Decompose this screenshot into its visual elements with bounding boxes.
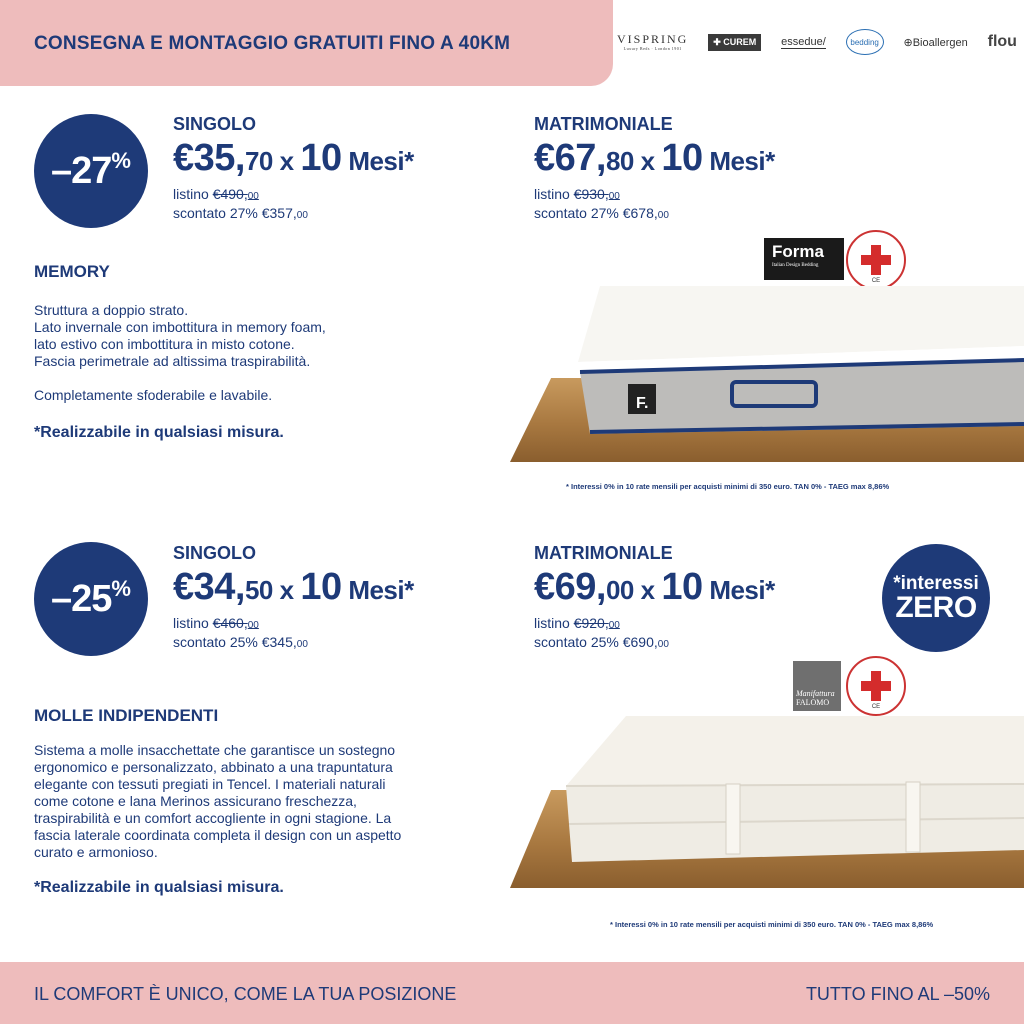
falomo-logo: Manifattura FALOMO bbox=[793, 661, 841, 711]
offer1-singolo-price bbox=[173, 114, 414, 224]
medical-device-seal-icon: CE bbox=[846, 230, 906, 290]
offer2-singolo-price bbox=[173, 543, 414, 653]
size-label: MATRIMONIALE bbox=[534, 114, 673, 134]
headline: CONSEGNA E MONTAGGIO GRATUITI FINO A 40KM bbox=[34, 33, 511, 54]
brand-bedding-logo: bedding bbox=[846, 29, 884, 55]
brand-flou-logo: flou bbox=[987, 33, 1017, 50]
installment-price: €69,00 x 10 Mesi* bbox=[534, 566, 775, 608]
product-description-memory: Struttura a doppio strato. Lato invernale con imbottitura in memory foam, lato estivo con imbottitura in misto cotone. Fascia perimetrale ad altissima traspirabilità. Completamente sfoderabile e lavabile. bbox=[34, 302, 326, 403]
spring-mattress-image bbox=[566, 716, 1024, 862]
brand-bioallergen-logo: ⊕Bioallergen bbox=[903, 36, 968, 49]
size-label: SINGOLO bbox=[173, 543, 257, 563]
size-label: MATRIMONIALE bbox=[534, 543, 673, 563]
discounted-price: scontato 27% €357,00 bbox=[173, 205, 308, 221]
offer2-matrimoniale-price bbox=[534, 543, 775, 653]
list-price: listino €930,00 bbox=[534, 186, 620, 202]
finance-fine-print: * Interessi 0% in 10 rate mensili per acquisti minimi di 350 euro. TAN 0% - TAEG max 8,86% bbox=[566, 482, 890, 491]
list-price: listino €920,00 bbox=[534, 615, 620, 631]
product-title-memory: MEMORY bbox=[34, 262, 110, 281]
brand-essedue-logo: essedue/ bbox=[781, 35, 826, 48]
installment-price: €67,80 x 10 Mesi* bbox=[534, 137, 775, 179]
discount-badge-25: –25 % bbox=[34, 542, 148, 656]
brand-logos bbox=[617, 22, 1017, 62]
custom-size-note: *Realizzabile in qualsiasi misura. bbox=[34, 424, 284, 441]
medical-device-seal-icon: CE bbox=[846, 656, 906, 716]
product-title-molle: MOLLE INDIPENDENTI bbox=[34, 706, 219, 725]
forma-logo: Forma Italian Design Bedding bbox=[764, 238, 844, 280]
list-price: listino €460,00 bbox=[173, 615, 259, 631]
size-label: SINGOLO bbox=[173, 114, 257, 134]
svg-text:F.: F. bbox=[636, 395, 649, 412]
product-description-molle: Sistema a molle insacchettate che garantisce un sostegno ergonomico e personalizzato, abbinato a una trapuntatura elegante con tessuti pregiati in Tencel. I materiali naturali come cotone e lana Merinos assicurano freschezza, traspirabilità e un comfort accogliente in ogni stagione. La fascia laterale coordinata completa il design con un aspetto curato e armonioso. bbox=[34, 742, 402, 860]
discounted-price: scontato 25% €345,00 bbox=[173, 634, 308, 650]
list-price: listino €490,00 bbox=[173, 186, 259, 202]
finance-fine-print: * Interessi 0% in 10 rate mensili per acquisti minimi di 350 euro. TAN 0% - TAEG max 8,86% bbox=[610, 920, 934, 929]
slogan: IL COMFORT È UNICO, COME LA TUA POSIZIONE bbox=[34, 984, 457, 1004]
discount-badge-27: –27 % bbox=[34, 114, 148, 228]
brand-vispring-logo: VISPRING Luxury Beds · London 1901 bbox=[617, 32, 689, 51]
installment-price: €34,50 x 10 Mesi* bbox=[173, 566, 414, 608]
offer1-matrimoniale-price bbox=[534, 114, 775, 224]
bottom-banner bbox=[0, 962, 1024, 1024]
interest-zero-badge: *interessi ZERO bbox=[882, 544, 990, 652]
memory-mattress-image bbox=[570, 286, 1024, 436]
discounted-price: scontato 27% €678,00 bbox=[534, 205, 669, 221]
custom-size-note: *Realizzabile in qualsiasi misura. bbox=[34, 879, 284, 896]
top-banner bbox=[0, 0, 613, 86]
installment-price: €35,70 x 10 Mesi* bbox=[173, 137, 414, 179]
brand-curem-logo: ✚ CUREM bbox=[708, 34, 761, 51]
discounted-price: scontato 25% €690,00 bbox=[534, 634, 669, 650]
promo-tagline: TUTTO FINO AL –50% bbox=[805, 984, 990, 1004]
